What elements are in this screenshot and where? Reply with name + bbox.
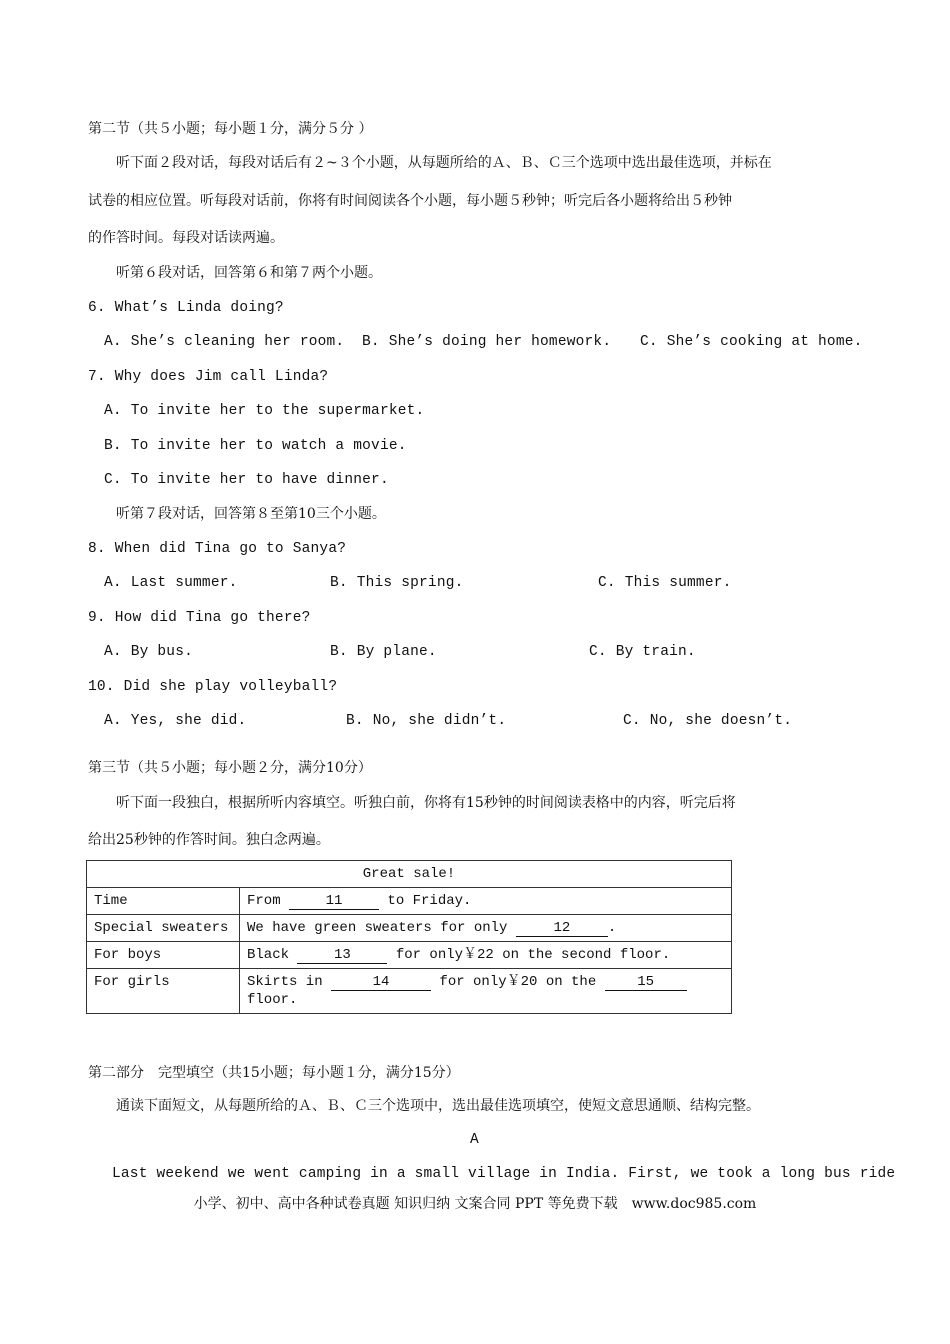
question-7-option-b: B. To invite her to watch a movie. [104,438,407,454]
blank-13[interactable]: 13 [297,947,387,964]
question-10-option-a: A. Yes, she did. [104,713,247,729]
section3-instruction-line1: 听下面一段独白，根据所听内容填空。听独白前，你将有15秒钟的时间阅读表格中的内容，听完后将 [116,795,736,811]
question-7-option-c: C. To invite her to have dinner. [104,472,389,488]
dialog7-intro: 听第７段对话，回答第８至第10三个小题。 [116,506,386,522]
question-10-stem: 10. Did she play volleyball? [88,679,338,695]
question-9-option-b: B. By plane. [330,644,437,660]
table-row [87,942,732,969]
row-value-special-sweaters: We have green sweaters for only 12 . [240,915,732,942]
table-row [87,888,732,915]
section2-heading: 第二节（共５小题；每小题１分，满分５分 ） [88,121,373,137]
section3-instruction-line2: 给出25秒钟的作答时间。独白念两遍。 [88,832,330,848]
section2-instruction-line1: 听下面２段对话，每段对话后有２~３个小题，从每题所给的Ａ、Ｂ、Ｃ三个选项中选出最佳选项，并标在 [116,155,772,171]
passage-label: A [470,1132,479,1148]
part2-instruction: 通读下面短文，从每题所给的Ａ、Ｂ、Ｃ三个选项中，选出最佳选项填空，使短文意思通顺、结构完整。 [116,1098,760,1114]
blank-12[interactable]: 12 [516,920,608,937]
row-value-for-girls: Skirts in 14 for only￥20 on the 15 floor. [240,969,732,1014]
question-10-option-b: B. No, she didn’t. [346,713,507,729]
question-9-option-a: A. By bus. [104,644,194,660]
row-label-special-sweaters: Special sweaters [87,915,240,942]
section2-instruction-line2: 试卷的相应位置。听每段对话前，你将有时间阅读各个小题，每小题５秒钟；听完后各小题将给出５秒钟 [88,193,732,209]
question-8-option-a: A. Last summer. [104,575,238,591]
question-7-stem: 7. Why does Jim call Linda? [88,369,329,385]
dialog6-intro: 听第６段对话，回答第６和第７两个小题。 [116,265,382,281]
row-label-for-boys: For boys [87,942,240,969]
row-value-time: From 11 to Friday. [240,888,732,915]
question-8-stem: 8. When did Tina go to Sanya? [88,541,347,557]
question-8-option-b: B. This spring. [330,575,464,591]
section3-heading: 第三节（共５小题；每小题２分，满分10分） [88,760,372,776]
blank-15[interactable]: 15 [605,974,687,991]
passage-line-1: Last weekend we went camping in a small village in India. First, we took a long bus ride [112,1166,896,1182]
section2-instruction-line3: 的作答时间。每段对话读两遍。 [88,230,284,246]
table-row [87,969,732,1014]
question-6-option-b: B. She’s doing her homework. [362,334,612,350]
row-label-for-girls: For girls [87,969,240,1014]
table-row [87,915,732,942]
sale-table [86,860,732,1014]
row-value-for-boys: Black 13 for only￥22 on the second floor. [240,942,732,969]
question-9-option-c: C. By train. [589,644,696,660]
question-6-option-c: C. She’s cooking at home. [640,334,863,350]
question-7-option-a: A. To invite her to the supermarket. [104,403,425,419]
table-title-row [87,861,732,888]
blank-11[interactable]: 11 [289,893,379,910]
part2-heading: 第二部分 完型填空（共15小题；每小题１分，满分15分） [88,1065,460,1081]
question-10-option-c: C. No, she doesn’t. [623,713,793,729]
question-6-option-a: A. She’s cleaning her room. [104,334,345,350]
page-footer: 小学、初中、高中各种试卷真题 知识归纳 文案合同 PPT 等免费下载 www.doc985.com [193,1196,757,1212]
question-6-stem: 6. What’s Linda doing? [88,300,284,316]
question-8-option-c: C. This summer. [598,575,732,591]
question-9-stem: 9. How did Tina go there? [88,610,311,626]
row-label-time: Time [87,888,240,915]
table-title: Great sale! [87,861,732,888]
blank-14[interactable]: 14 [331,974,431,991]
